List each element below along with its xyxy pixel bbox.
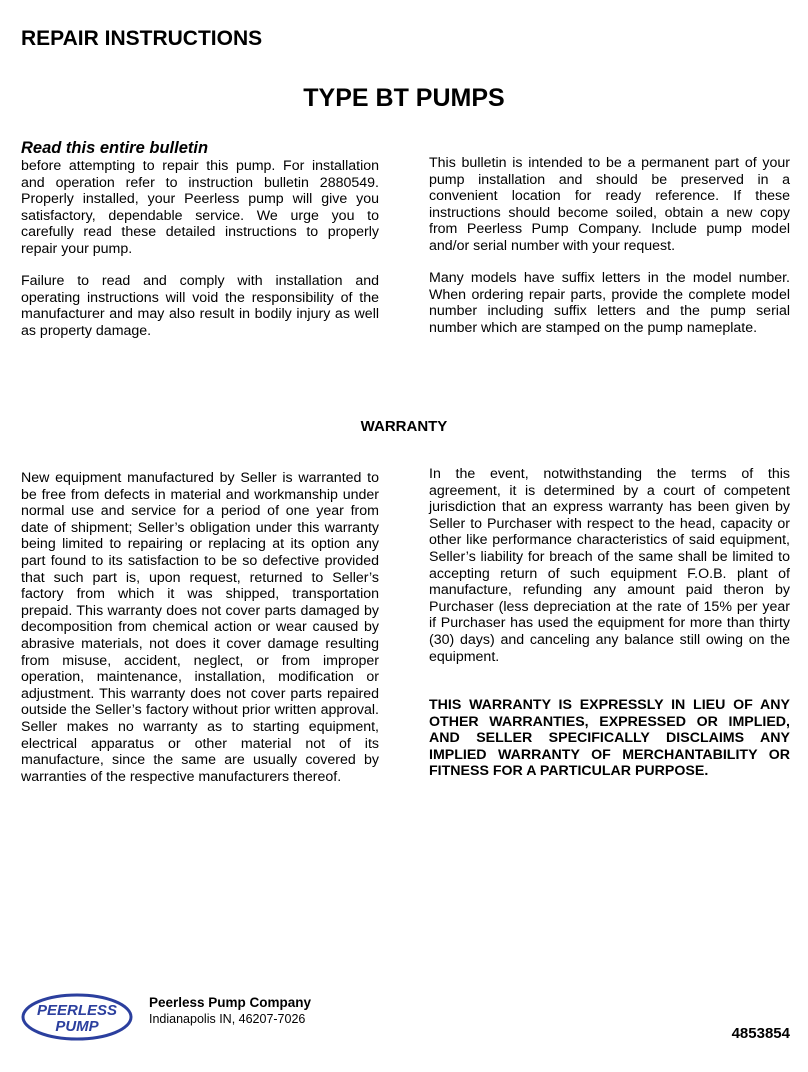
warranty-disclaimer: THIS WARRANTY IS EXPRESSLY IN LIEU OF ANY OTHER WARRANTIES, EXPRESSED OR IMPLIED, AND SELLER SPECIFICALLY DISCLAIMS ANY IMPLIED WARRANTY OF MERCHANTABILITY OR FITNESS FOR A PARTICULAR PURPOSE. xyxy=(429,697,790,780)
warranty-right-paragraph: In the event, notwithstanding the terms of this agreement, it is determined by a court of competent jurisdiction that an express warranty has been given by Seller to Purchaser with respect to the head, capacity or other like performance characteristics of said equipment, Seller’s liability for breach of the same shall be limited to accepting return of such equipment F.O.B. plant of manufacture, refunding any amount paid theron by Purchaser (less depreciation at the rate of 15% per year if Purchaser has used the equipment for more than thirty (30) days) and canceling any balance still owing on the equipment. xyxy=(429,466,790,665)
intro-left-paragraph-2: Failure to read and comply with installation and operating instructions will void the responsibility of the manufacturer and may also result in bodily injury as well as property damage. xyxy=(21,273,379,339)
document-number: 4853854 xyxy=(731,1025,790,1042)
document-subtitle: TYPE BT PUMPS xyxy=(303,84,505,112)
company-name: Peerless Pump Company xyxy=(149,995,312,1010)
intro-lead: Read this entire bulletin xyxy=(21,139,209,157)
intro-right-paragraph-1: This bulletin is intended to be a permanent part of your pump installation and should be preserved in a convenient location for ready reference. If these instructions should become soiled, obtain a new copy from Peerless Pump Company. Include pump model and/or serial number with your request. xyxy=(429,155,790,254)
document-title: REPAIR INSTRUCTIONS xyxy=(21,27,263,50)
intro-right-paragraph-2: Many models have suffix letters in the model number. When ordering repair parts, provide the complete model number including suffix letters and the pump serial number which are stamped on the pump nameplate. xyxy=(429,270,790,336)
intro-left-paragraph-1: before attempting to repair this pump. For installation and operation refer to instruction bulletin 2880549. Properly installed, your Peerless pump will give you satisfactory, dependable service. We urge you to carefully read these detailed instructions to properly repair your pump. xyxy=(21,158,379,257)
warranty-heading: WARRANTY xyxy=(360,418,448,435)
peerless-pump-logo xyxy=(21,993,133,1041)
company-address: Indianapolis IN, 46207-7026 xyxy=(149,1012,306,1026)
logo-text-line-2: PUMP xyxy=(55,1018,99,1035)
logo-text-line-1: PEERLESS xyxy=(36,1002,118,1019)
warranty-left-paragraph: New equipment manufactured by Seller is warranted to be free from defects in material and workmanship under normal use and service for a period of one year from date of shipment; Seller’s obligation under this warranty being limited to repairing or replacing at its option any part found to its satisfaction to be so defective provided that such part is, upon request, returned to Seller’s factory from which it was shipped, transportation prepaid. This warranty does not cover parts damaged by decomposition from chemical action or wear caused by abrasive materials, not does it cover damage resulting from misuse, accident, neglect, or from improper operation, maintenance, installation, modification or adjustment. This warranty does not cover parts repaired outside the Seller’s factory without prior written approval. Seller makes no warranty as to starting equipment, electrical apparatus or other material not of its manufacture, since the same are usually covered by warranties of the respective manufacturers thereof. xyxy=(21,470,379,785)
